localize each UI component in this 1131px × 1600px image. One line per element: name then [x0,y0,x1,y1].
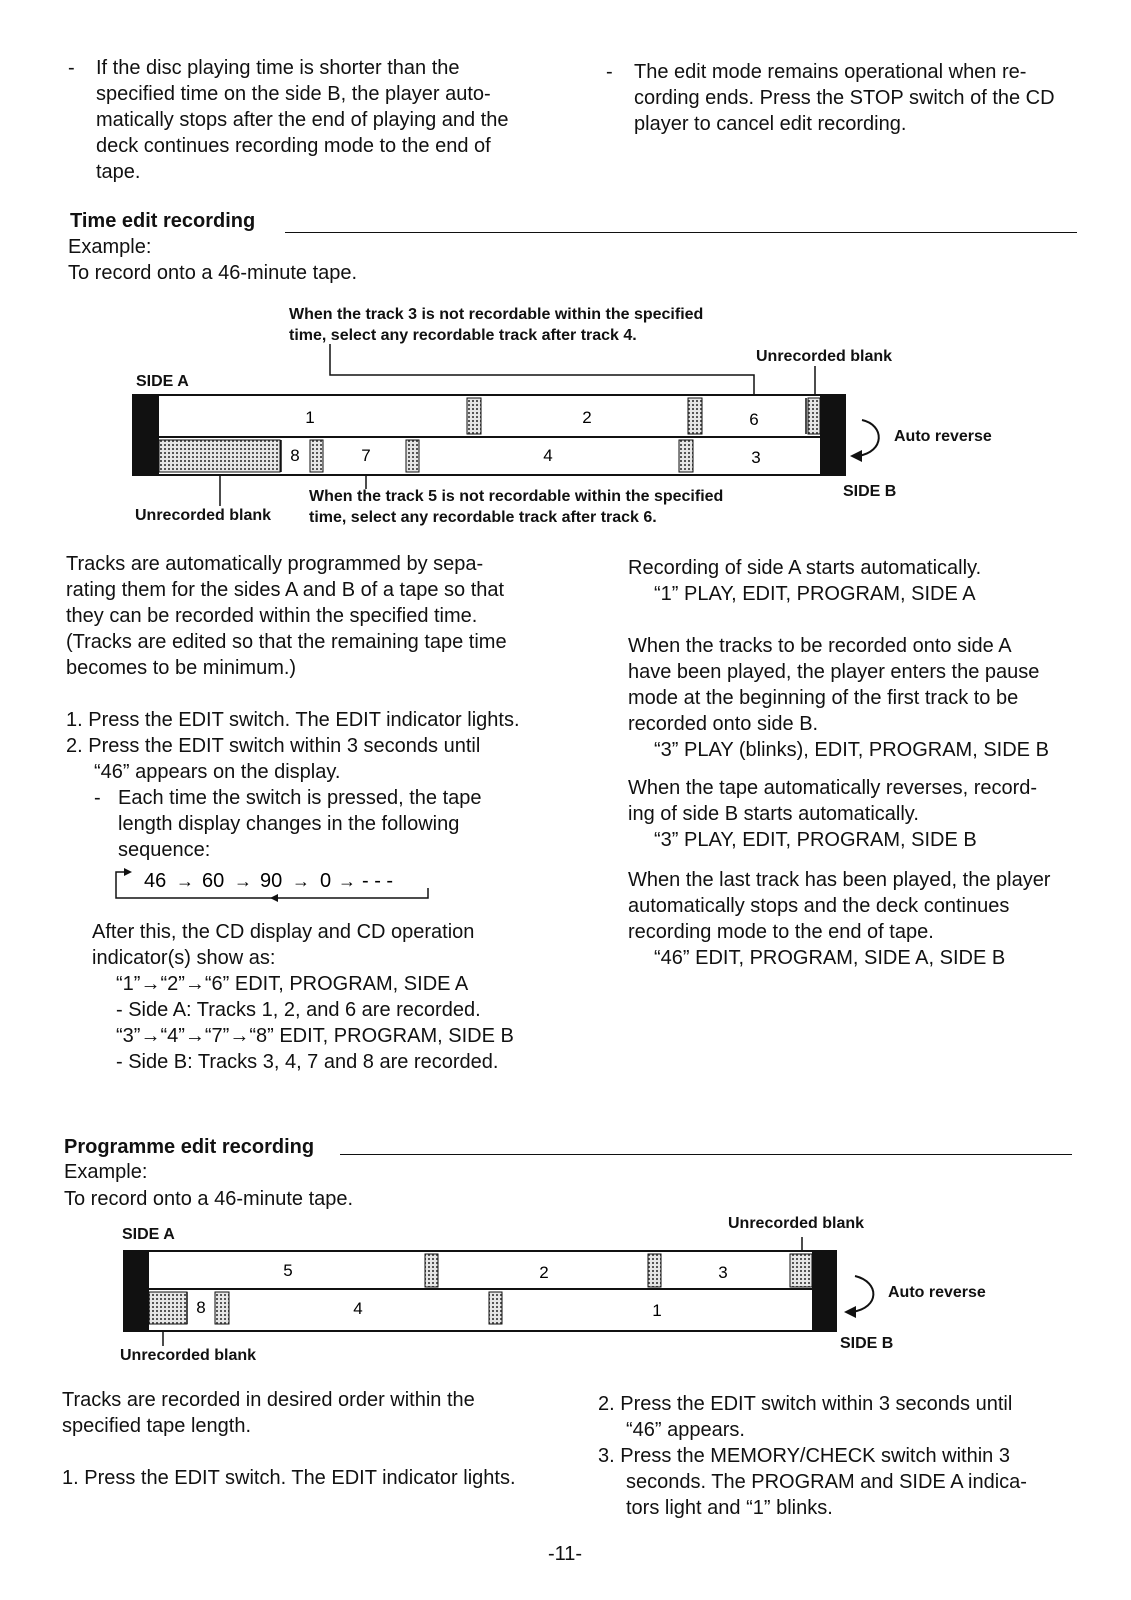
text-line: ing of side B starts automatically. [628,803,919,825]
text-line: cording ends. Press the STOP switch of the CD [634,87,1055,109]
step-1: 1. Press the EDIT switch. The EDIT indicator lights. [62,1467,516,1489]
auto-reverse-label: Auto reverse [894,428,992,445]
time-edit-after [92,919,552,1075]
text-line: recorded onto side B. [628,713,819,735]
note-line: When the track 5 is not recordable within the specified [309,488,724,505]
text-line: they can be recorded within the specified time. [66,605,478,627]
auto-reverse-arrowhead [844,1306,856,1318]
text-line: Each time the switch is pressed, the tape [118,787,482,809]
note-line: time, select any recordable track after track 6. [309,509,657,526]
gap-block [425,1254,438,1287]
track-label: 1 [652,1301,662,1320]
sequence-value: - - - [362,870,394,892]
text-line: The edit mode remains operational when re- [634,61,1027,83]
text-line: rating them for the sides A and B of a tape so that [66,579,505,601]
unrecorded-block [808,398,820,434]
display-readout: “46” EDIT, PROGRAM, SIDE A, SIDE B [654,947,1006,969]
unrecorded-block [159,440,280,472]
text-line: indicator(s) show as: [92,947,276,969]
track-label: 4 [543,446,553,465]
text-line: recording mode to the end of tape. [628,921,934,943]
text-line: have been played, the player enters the pause [628,661,1040,683]
track-label: 2 [539,1263,549,1282]
side-a-label: SIDE A [136,373,189,390]
unrecorded-block [149,1292,187,1324]
text-line: player to cancel edit recording. [634,113,907,135]
sequence-value: 0 [320,870,332,892]
tape-end-left [133,395,159,475]
side-a-label: SIDE A [122,1226,175,1243]
tape-body [124,1251,836,1331]
pointer-line [330,344,754,400]
display-readout: “3” PLAY, EDIT, PROGRAM, SIDE B [654,829,977,851]
track-label: 1 [305,408,315,427]
example-label: Example: [64,1161,148,1183]
sequence-loop [110,862,450,906]
track-label: 8 [290,446,300,465]
track-label: 4 [353,1299,363,1318]
text-line: Recording of side A starts automatically. [628,557,982,579]
unrecorded-blank-label: Unrecorded blank [135,507,272,524]
time-edit-right-column [628,555,1088,971]
text-line: Tracks are recorded in desired order within the [62,1389,475,1411]
text-line: Tracks are automatically programmed by sepa- [66,553,484,575]
auto-reverse-arrowhead [850,450,862,462]
step-3-continued: seconds. The PROGRAM and SIDE A indica- [626,1471,1027,1493]
text-line: tape. [96,161,141,183]
example-text: To record onto a 46-minute tape. [68,262,358,284]
unrecorded-blank-label: Unrecorded blank [120,1347,257,1364]
text-line: If the disc playing time is shorter than the [96,57,460,79]
track-label: 5 [283,1261,293,1280]
gap-block [406,440,419,472]
step-2: 2. Press the EDIT switch within 3 seconds until [598,1393,1013,1415]
page-number: -11- [548,1543,583,1565]
step-2: 2. Press the EDIT switch within 3 seconds until [66,735,481,757]
note-line: time, select any recordable track after track 4. [289,327,637,344]
text-line: After this, the CD display and CD operation [92,921,475,943]
tape-diagram-programme-edit [0,1230,1131,1350]
sequence-value: 90 [260,870,283,892]
time-edit-left-column [66,551,546,863]
gap-block [679,440,693,472]
display-side-b: “3”→“4”→“7”→“8” EDIT, PROGRAM, SIDE B [116,1025,514,1047]
text-line: deck continues recording mode to the end of [96,135,491,157]
side-b-label: SIDE B [840,1335,894,1352]
step-1: 1. Press the EDIT switch. The EDIT indicator lights. [66,709,520,731]
sequence-arrow: → [234,871,252,891]
programme-edit-right [598,1391,1078,1521]
display-readout: “3” PLAY (blinks), EDIT, PROGRAM, SIDE B [654,739,1049,761]
auto-reverse-label: Auto reverse [888,1284,986,1301]
programme-edit-left [62,1387,552,1491]
track-label: 6 [749,410,759,429]
text-line: matically stops after the end of playing and the [96,109,509,131]
gap-block [467,398,481,434]
step-2-continued: “46” appears. [626,1419,745,1441]
sequence-value: 60 [202,870,225,892]
tape-end-right [812,1251,836,1331]
sequence-arrow: → [292,871,310,891]
example-label: Example: [68,236,152,258]
step-3: 3. Press the MEMORY/CHECK switch within 3 [598,1445,1010,1467]
text-line: mode at the beginning of the first track to be [628,687,1019,709]
section-heading-programme-edit: Programme edit recording [64,1136,315,1158]
note-line: When the track 3 is not recordable within the specified [289,306,704,323]
sequence-arrow: → [176,871,194,891]
track-label: 8 [196,1298,206,1317]
gap-block [215,1292,229,1324]
note-side-a: - Side A: Tracks 1, 2, and 6 are recorded. [116,999,481,1021]
bullet-dash: - [606,61,613,83]
tape-end-right [820,395,845,475]
heading-rule [340,1154,1072,1155]
text-line: automatically stops and the deck continues [628,895,1010,917]
gap-block [489,1292,502,1324]
sequence-value: 46 [144,870,167,892]
display-side-a: “1”→“2”→“6” EDIT, PROGRAM, SIDE A [116,973,469,995]
example-text: To record onto a 46-minute tape. [64,1188,354,1210]
text-line: specified time on the side B, the player auto- [96,83,491,105]
text-line: When the tape automatically reverses, record- [628,777,1038,799]
bullet-dash: - [68,57,75,79]
text-line: specified tape length. [62,1415,252,1437]
step-3-continued: tors light and “1” blinks. [626,1497,833,1519]
loop-arrow [124,868,132,876]
track-label: 7 [361,446,371,465]
gap-block [648,1254,661,1287]
section-heading-time-edit: Time edit recording [70,210,256,232]
tape-diagram-time-edit [0,0,1131,540]
text-line: sequence: [118,839,211,861]
display-readout: “1” PLAY, EDIT, PROGRAM, SIDE A [654,583,976,605]
sequence-arrow: → [338,871,356,891]
text-line: length display changes in the following [118,813,460,835]
text-line: When the tracks to be recorded onto side A [628,635,1012,657]
unrecorded-blank-label: Unrecorded blank [728,1215,865,1232]
track-label: 2 [582,408,592,427]
text-line: (Tracks are edited so that the remaining tape time [66,631,507,653]
gap-block [688,398,702,434]
bullet-dash: - [94,787,101,809]
track-label: 3 [751,448,761,467]
text-line: becomes to be minimum.) [66,657,297,679]
track-label: 3 [718,1263,728,1282]
gap-block [310,440,323,472]
note-side-b: - Side B: Tracks 3, 4, 7 and 8 are recorded. [116,1051,499,1073]
text-line: When the last track has been played, the player [628,869,1051,891]
loop-arrow [270,894,278,902]
tape-end-left [124,1251,149,1331]
step-2-continued: “46” appears on the display. [94,761,341,783]
unrecorded-blank-label: Unrecorded blank [756,348,893,365]
side-b-label: SIDE B [843,483,897,500]
unrecorded-block [790,1254,812,1287]
